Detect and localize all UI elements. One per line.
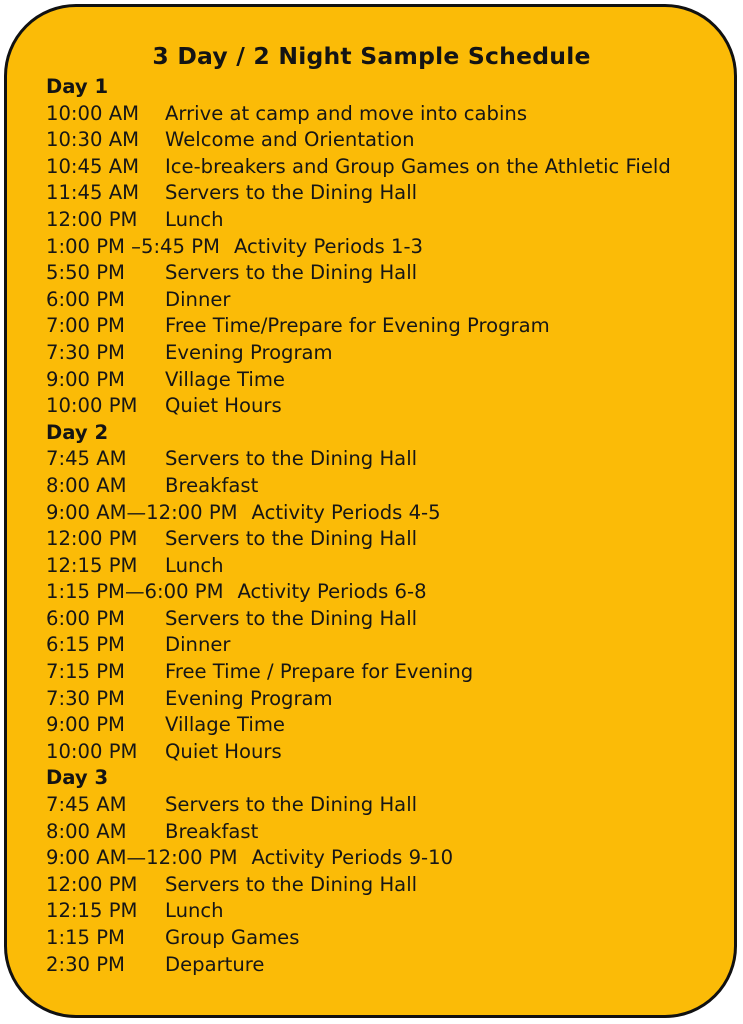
row-time: 9:00 AM—12:00 PM xyxy=(46,500,238,524)
row-activity: Welcome and Orientation xyxy=(165,128,415,152)
row-time: 6:15 PM xyxy=(46,633,125,657)
schedule-row xyxy=(46,260,726,287)
schedule-row xyxy=(46,207,726,234)
schedule-row xyxy=(46,579,726,606)
row-activity: Servers to the Dining Hall xyxy=(165,793,418,817)
row-time: 11:45 AM xyxy=(46,181,140,205)
schedule-row xyxy=(46,101,726,128)
schedule-row xyxy=(46,500,726,527)
row-time: 10:00 AM xyxy=(46,101,140,125)
schedule-row xyxy=(46,739,726,766)
schedule-row xyxy=(46,632,726,659)
row-time: 2:30 PM xyxy=(46,952,125,976)
schedule-list xyxy=(46,74,726,978)
row-activity: Servers to the Dining Hall xyxy=(165,447,418,471)
schedule-row xyxy=(46,313,726,340)
day-heading-2: Day 2 xyxy=(46,420,109,444)
row-activity: Arrive at camp and move into cabins xyxy=(165,101,528,125)
row-activity: Quiet Hours xyxy=(165,739,282,763)
row-activity: Group Games xyxy=(165,926,300,949)
row-time: 8:00 AM xyxy=(46,473,127,497)
row-activity: Servers to the Dining Hall xyxy=(165,181,418,205)
row-time: 5:50 PM xyxy=(46,261,125,285)
row-activity: Lunch xyxy=(165,207,224,231)
row-time: 7:30 PM xyxy=(46,340,125,364)
row-time: 9:00 PM xyxy=(46,367,125,391)
schedule-row xyxy=(46,606,726,633)
schedule-row xyxy=(46,340,726,367)
schedule-row xyxy=(46,234,726,261)
row-activity: Servers to the Dining Hall xyxy=(165,872,418,896)
schedule-row xyxy=(46,287,726,314)
schedule-row xyxy=(46,473,726,500)
day-heading-3: Day 3 xyxy=(46,766,109,790)
row-activity: Ice-breakers and Group Games on the Athletic Field xyxy=(165,154,671,178)
row-time: 12:00 PM xyxy=(46,872,138,896)
schedule-row xyxy=(46,154,726,181)
row-time: 10:00 PM xyxy=(46,739,138,763)
row-time: 7:15 PM xyxy=(46,660,125,684)
schedule-row xyxy=(46,367,726,394)
row-time: 12:00 PM xyxy=(46,527,138,551)
row-activity: Lunch xyxy=(165,899,224,923)
schedule-row xyxy=(46,553,726,580)
row-time: 10:00 PM xyxy=(46,394,138,418)
row-time: 7:45 AM xyxy=(46,447,127,471)
schedule-row xyxy=(46,952,726,979)
row-time: 10:45 AM xyxy=(46,154,140,178)
schedule-row xyxy=(46,819,726,846)
row-time: 1:15 PM—6:00 PM xyxy=(46,580,224,604)
row-time: 1:15 PM xyxy=(46,926,125,949)
schedule-row xyxy=(46,792,726,819)
row-time: 12:15 PM xyxy=(46,553,138,577)
schedule-row xyxy=(46,180,726,207)
row-time: 9:00 AM—12:00 PM xyxy=(46,846,238,870)
row-activity: Free Time / Prepare for Evening xyxy=(165,660,474,684)
row-activity: Activity Periods 6-8 xyxy=(237,580,427,604)
row-activity: Servers to the Dining Hall xyxy=(165,606,418,630)
row-activity: Dinner xyxy=(165,633,231,657)
row-activity: Village Time xyxy=(165,367,285,391)
schedule-row xyxy=(46,526,726,553)
row-activity: Free Time/Prepare for Evening Program xyxy=(165,314,550,338)
row-time: 7:45 AM xyxy=(46,793,127,817)
row-time: 6:00 PM xyxy=(46,606,125,630)
schedule-row xyxy=(46,393,726,420)
row-activity: Dinner xyxy=(165,287,231,311)
row-time: 6:00 PM xyxy=(46,287,125,311)
row-time: 10:30 AM xyxy=(46,128,140,152)
row-time: 12:00 PM xyxy=(46,207,138,231)
row-activity: Activity Periods 4-5 xyxy=(251,500,441,524)
schedule-row xyxy=(46,659,726,686)
row-activity: Departure xyxy=(165,952,265,976)
row-activity: Breakfast xyxy=(165,819,259,843)
schedule-title: 3 Day / 2 Night Sample Schedule xyxy=(152,42,591,70)
schedule-row xyxy=(46,872,726,899)
row-time: 7:30 PM xyxy=(46,686,125,710)
row-activity: Evening Program xyxy=(165,340,333,364)
day-heading-1: Day 1 xyxy=(46,75,109,98)
schedule-row xyxy=(46,925,726,952)
row-time: 1:00 PM –5:45 PM xyxy=(46,234,220,258)
row-time: 8:00 AM xyxy=(46,819,127,843)
row-activity: Servers to the Dining Hall xyxy=(165,261,418,285)
schedule-row xyxy=(46,446,726,473)
schedule-row xyxy=(46,127,726,154)
row-activity: Activity Periods 9-10 xyxy=(251,846,454,870)
schedule-row xyxy=(46,898,726,925)
schedule-row xyxy=(46,712,726,739)
row-activity: Breakfast xyxy=(165,473,259,497)
schedule-row xyxy=(46,845,726,872)
row-activity: Quiet Hours xyxy=(165,394,282,418)
row-time: 12:15 PM xyxy=(46,899,138,923)
row-time: 9:00 PM xyxy=(46,713,125,737)
schedule-row xyxy=(46,686,726,713)
row-time: 7:00 PM xyxy=(46,314,125,338)
row-activity: Village Time xyxy=(165,713,285,737)
row-activity: Evening Program xyxy=(165,686,333,710)
row-activity: Lunch xyxy=(165,553,224,577)
row-activity: Activity Periods 1-3 xyxy=(233,234,423,258)
row-activity: Servers to the Dining Hall xyxy=(165,527,418,551)
